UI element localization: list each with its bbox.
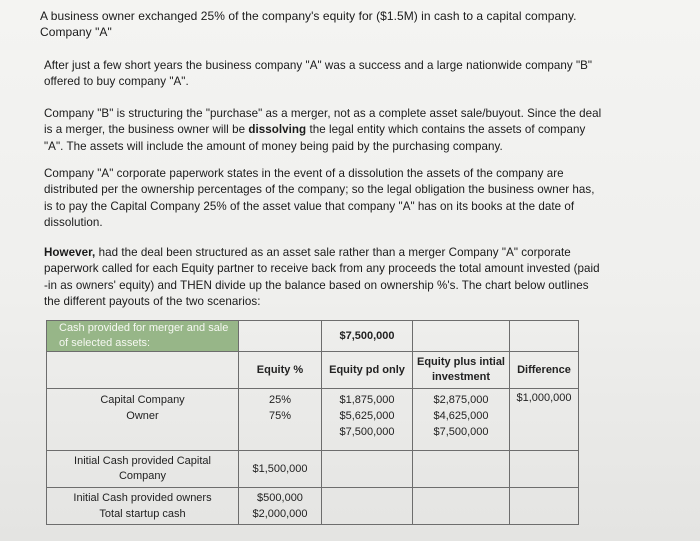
table-row [47,389,579,451]
empty-cell [413,451,510,488]
col-equity-pct-header: Equity % [239,352,322,389]
paragraph-dissolution: Company "A" corporate paperwork states in the event of a dissolution the assets of the company are distributed per the ownership percentages of the company; so the legal obligation the business owner has, is to pay the Capital Company 25% of the asset value that company "A" has on its books at the date of dissolution. [44,167,595,230]
paragraph-merger [44,106,604,155]
asset-sale-bold: However, [44,246,96,259]
col-equity-plus-header: Equity plus intial investment [413,352,510,389]
equity-plus-cell [413,389,510,451]
equity-pct-owner: 75% [268,410,292,422]
equity-pct-cell [239,389,322,451]
merger-text-start: Company "B" is structuring the "purchase" as a merger, not as a complete asset sale/buyout. Since the deal is a merger, the business owner will be [44,107,602,137]
equity-plus-total: $7,500,000 [433,426,489,438]
equity-pct-capital: 25% [268,394,292,406]
party-names-cell [47,389,239,451]
col-difference-header: Difference [510,352,579,389]
empty-cell [322,488,413,525]
empty-cell [510,488,579,525]
initial-owners-total-labels [47,488,239,525]
empty-cell [510,451,579,488]
empty-cell [510,321,579,352]
party-capital-company: Capital Company [100,394,185,406]
payout-table [46,320,579,525]
paragraph-intro: A business owner exchanged 25% of the company's equity for ($1.5M) in cash to a capital company. Company "A" [40,9,577,40]
merger-text-bold: dissolving [248,123,307,137]
empty-cell [413,488,510,525]
initial-capital-value: $1,500,000 [239,451,322,488]
initial-owners-total-values [239,488,322,525]
table-row [47,488,579,525]
difference-value: $1,000,000 [516,392,572,404]
empty-cell [322,451,413,488]
empty-cell [239,321,322,352]
paragraph-asset-sale [44,245,604,311]
initial-owners-label: Initial Cash provided owners [73,492,212,504]
table-row [47,352,579,389]
equity-plus-owner: $4,625,000 [433,410,489,422]
empty-cell [47,352,239,389]
initial-owners-value: $500,000 [257,492,303,504]
equity-plus-capital: $2,875,000 [433,394,489,406]
merger-text-end: the legal entity which contains the assets of company "A". The assets will include the amount of money being paid by the purchasing company. [44,123,586,153]
equity-pd-total: $7,500,000 [339,426,395,438]
sale-header-cell: Cash provided for merger and sale of selected assets: [47,321,239,352]
asset-sale-text: had the deal been structured as an asset sale rather than a merger Company "A" corporate paperwork called for each Equity partner to receive back from any proceeds the total amount invested (paid -in as owners' equity) and THEN divide up the balance based on ownership %'s. The chart below outlines the different payouts of the two scenarios: [44,246,600,309]
initial-capital-label: Initial Cash provided Capital Company [47,451,239,488]
party-owner: Owner [126,410,159,422]
total-startup-value: $2,000,000 [252,508,308,520]
paragraph-offer: After just a few short years the business company "A" was a success and a large nationwide company "B" offered to buy company "A". [44,59,593,89]
sale-amount-cell: $7,500,000 [322,321,413,352]
difference-cell [510,389,579,451]
table-row [47,321,579,352]
equity-pd-capital: $1,875,000 [339,394,395,406]
col-equity-pd-only-header: Equity pd only [322,352,413,389]
equity-pd-only-cell [322,389,413,451]
empty-cell [413,321,510,352]
table-row [47,451,579,488]
total-startup-label: Total startup cash [99,508,186,520]
equity-pd-owner: $5,625,000 [339,410,395,422]
